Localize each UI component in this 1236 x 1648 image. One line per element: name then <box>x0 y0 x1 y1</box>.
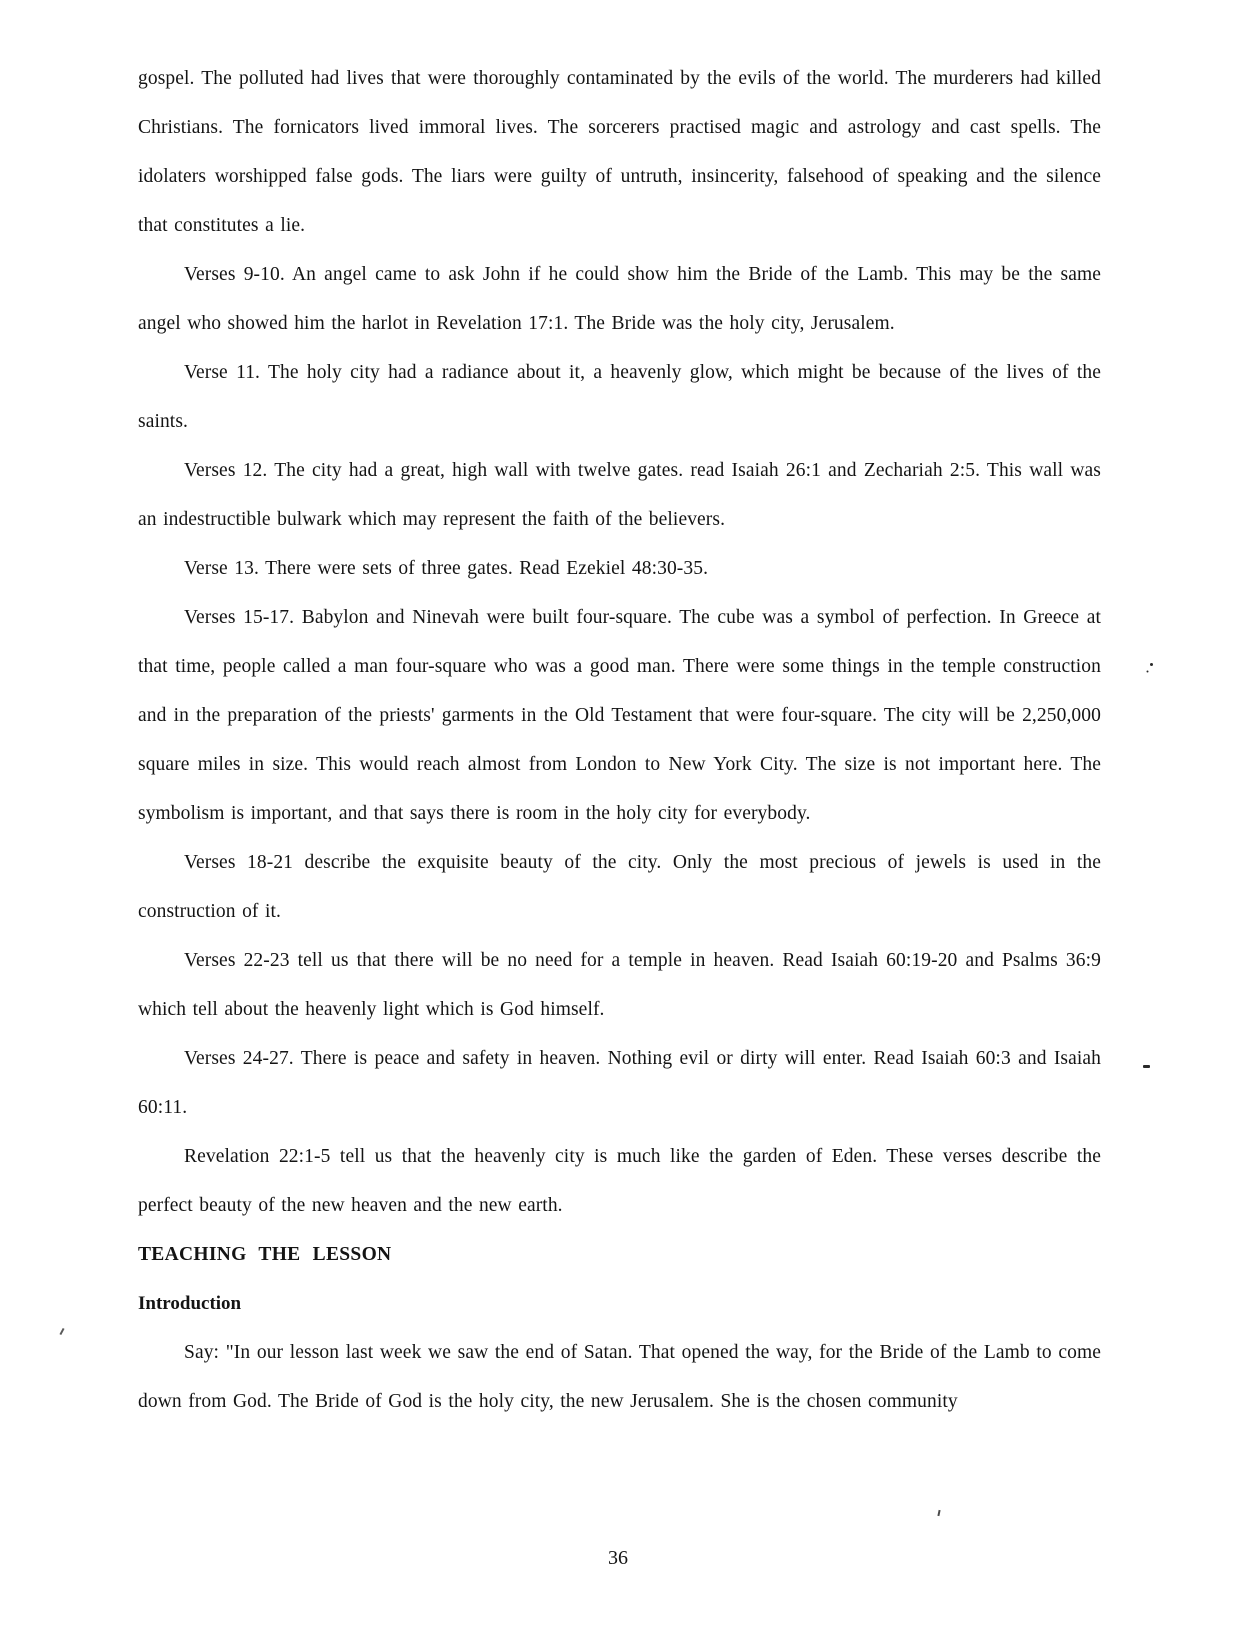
paragraph-verses-24-27: Verses 24-27. There is peace and safety in heaven. Nothing evil or dirty will enter. Read Isaiah 60:3 and Isaiah 60:11. <box>138 1048 1101 1118</box>
scan-speck-right-margin-lower <box>1143 1065 1150 1068</box>
scan-speck-bottom <box>937 1510 940 1516</box>
subheading-introduction: Introduction <box>138 1293 242 1314</box>
paragraph-verse-13: Verse 13. There were sets of three gates. Read Ezekiel 48:30-35. <box>184 558 709 579</box>
paragraph-verses-22-23: Verses 22-23 tell us that there will be no need for a temple in heaven. Read Isaiah 60:19-20 and Psalms 36:9 which tell about the heavenly light which is God himself. <box>138 950 1101 1020</box>
heading-teaching-the-lesson: TEACHING THE LESSON <box>138 1244 392 1265</box>
paragraph-verses-12: Verses 12. The city had a great, high wall with twelve gates. read Isaiah 26:1 and Zechariah 2:5. This wall was an indestructible bulwark which may represent the faith of the believers. <box>138 460 1101 530</box>
document-page <box>138 54 1101 1426</box>
paragraph-gospel-polluted: gospel. The polluted had lives that were thoroughly contaminated by the evils of the world. The murderers had killed Christians. The fornicators lived immoral lives. The sorcerers practised magic and astrology and cast spells. The idolaters worshipped false gods. The liars were guilty of untruth, insincerity, falsehood of speaking and the silence that constitutes a lie. <box>138 68 1101 236</box>
paragraph-say-introduction: Say: "In our lesson last week we saw the end of Satan. That opened the way, for the Bride of the Lamb to come down from God. The Bride of God is the holy city, the new Jerusalem. She is the chosen community <box>138 1342 1101 1412</box>
paragraph-revelation-22-1-5: Revelation 22:1-5 tell us that the heavenly city is much like the garden of Eden. These verses describe the perfect beauty of the new heaven and the new earth. <box>138 1146 1101 1216</box>
page-number: 36 <box>608 1547 628 1569</box>
scan-speck-right-margin-upper <box>1150 663 1153 666</box>
paragraph-verses-18-21: Verses 18-21 describe the exquisite beauty of the city. Only the most precious of jewels is used in the construction of it. <box>138 852 1101 922</box>
paragraph-verses-9-10: Verses 9-10. An angel came to ask John if he could show him the Bride of the Lamb. This may be the same angel who showed him the harlot in Revelation 17:1. The Bride was the holy city, Jerusalem. <box>138 264 1101 334</box>
scan-speck-left-margin <box>59 1328 64 1335</box>
paragraph-verse-11: Verse 11. The holy city had a radiance about it, a heavenly glow, which might be because of the lives of the saints. <box>138 362 1101 432</box>
paragraph-verses-15-17: Verses 15-17. Babylon and Ninevah were built four-square. The cube was a symbol of perfection. In Greece at that time, people called a man four-square who was a good man. There were some things in the temple construction and in the preparation of the priests' garments in the Old Testament that were four-square. The city will be 2,250,000 square miles in size. This would reach almost from London to New York City. The size is not important here. The symbolism is important, and that says there is room in the holy city for everybody. <box>138 607 1101 824</box>
